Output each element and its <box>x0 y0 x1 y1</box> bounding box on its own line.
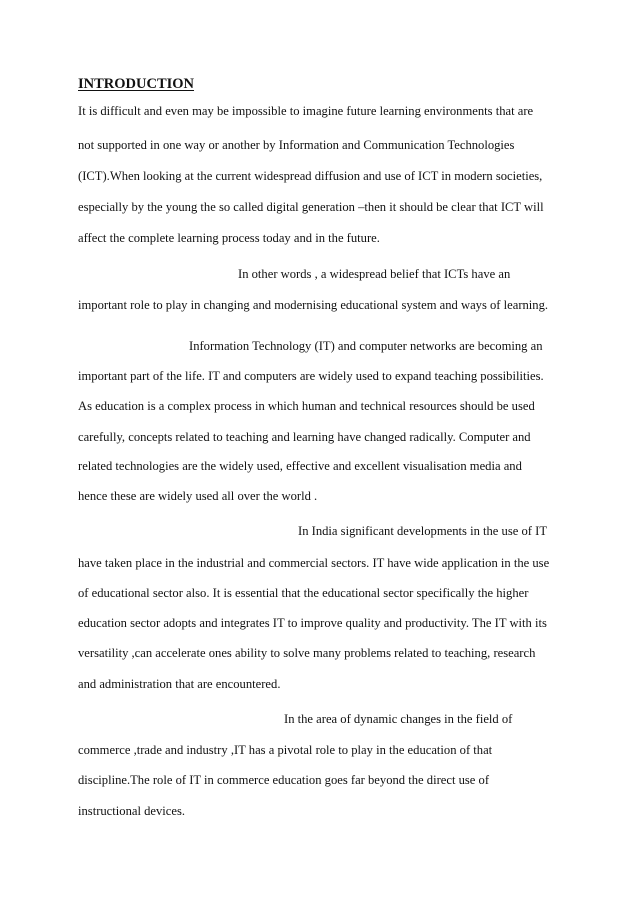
page-heading: INTRODUCTION <box>78 76 195 92</box>
text-line: and administration that are encountered. <box>78 677 281 691</box>
text-line: not supported in one way or another by Information and Communication Technologies <box>78 138 515 152</box>
text-line: affect the complete learning process today and in the future. <box>78 231 380 245</box>
text-line: especially by the young the so called digital generation –then it should be clear that ICT will <box>78 200 544 214</box>
text-line: instructional devices. <box>78 804 186 818</box>
text-line: important part of the life. IT and computers are widely used to expand teaching possibilities. <box>78 369 544 383</box>
text-line: commerce ,trade and industry ,IT has a pivotal role to play in the education of that <box>78 743 493 757</box>
text-line: education sector adopts and integrates IT to improve quality and productivity. The IT with its <box>78 616 547 630</box>
text-line: versatility ,can accelerate ones ability to solve many problems related to teaching, research <box>78 646 536 660</box>
text-line-indented: In India significant developments in the use of IT <box>298 524 548 538</box>
text-line: of educational sector also. It is essential that the educational sector specifically the higher <box>78 586 529 600</box>
text-line: It is difficult and even may be impossible to imagine future learning environments that are <box>78 104 534 118</box>
text-line-indented: In other words , a widespread belief that ICTs have an <box>238 267 511 281</box>
text-line: related technologies are the widely used, effective and excellent visualisation media and <box>78 459 522 473</box>
text-line-indented: In the area of dynamic changes in the field of <box>284 712 513 726</box>
text-line: (ICT).When looking at the current widespread diffusion and use of ICT in modern societies, <box>78 169 543 183</box>
text-line: important role to play in changing and modernising educational system and ways of learning. <box>78 298 549 312</box>
text-line: carefully, concepts related to teaching and learning have changed radically. Computer and <box>78 430 531 444</box>
text-line: hence these are widely used all over the world . <box>78 489 318 503</box>
text-line: discipline.The role of IT in commerce education goes far beyond the direct use of <box>78 773 490 787</box>
text-line: As education is a complex process in which human and technical resources should be used <box>78 399 535 413</box>
text-line: have taken place in the industrial and commercial sectors. IT have wide application in the use <box>78 556 550 570</box>
text-line-indented: Information Technology (IT) and computer networks are becoming an <box>189 339 543 353</box>
